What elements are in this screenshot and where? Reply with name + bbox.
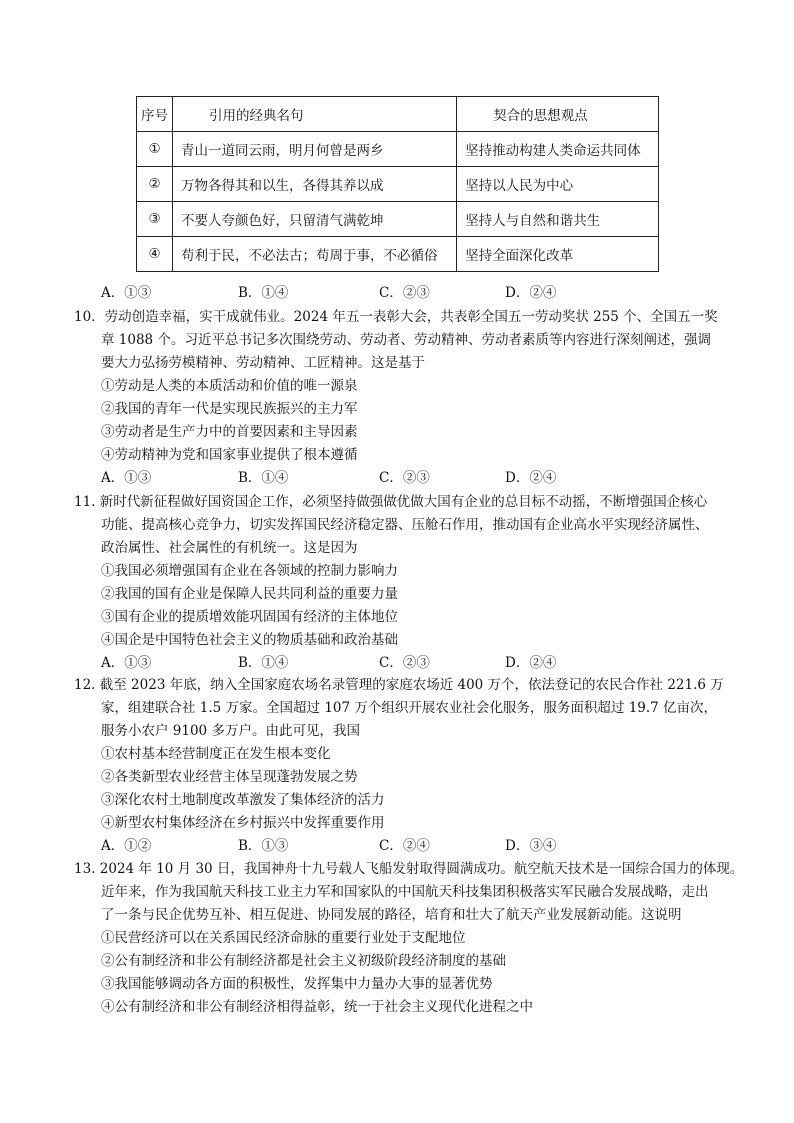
option-c[interactable]: C．②③ — [379, 285, 430, 301]
question-10-line: 要大力弘扬劳模精神、劳动精神、工匠精神。这是基于 — [101, 355, 425, 371]
statement: ①民营经济可以在关系国民经济命脉的重要行业处于支配地位 — [101, 930, 466, 946]
option-c[interactable]: C．②③ — [379, 470, 430, 486]
table-cell: 不要人夸颜色好，只留清气满乾坤 — [173, 202, 457, 237]
table-cell: 苟利于民，不必法古；苟周于事，不必循俗 — [173, 237, 457, 272]
statement: ④劳动精神为党和国家事业提供了根本遵循 — [101, 447, 358, 463]
statement: ④新型农村集体经济在乡村振兴中发挥重要作用 — [101, 815, 385, 831]
table-cell: ② — [137, 167, 173, 202]
statement: ②各类新型农业经营主体呈现蓬勃发展之势 — [101, 769, 358, 785]
statement: ③深化农村土地制度改革激发了集体经济的活力 — [101, 792, 385, 808]
question-13-line: 13. 2024 年 10 月 30 日，我国神舟十九号载人飞船发射取得圆满成功。航空航天技术是一国综合国力的体现。 — [74, 861, 744, 877]
table-cell: ③ — [137, 202, 173, 237]
option-d[interactable]: D．②④ — [505, 470, 557, 486]
option-d[interactable]: D．②④ — [505, 655, 557, 671]
question-12-line: 12. 截至 2023 年底，纳入全国家庭农场名录管理的家庭农场近 400 万个，依法登记的农民合作社 221.6 万 — [74, 677, 724, 693]
option-b[interactable]: B．①④ — [238, 470, 289, 486]
question-12-line: 家，组建联合社 1.5 万家。全国超过 107 万个组织开展农业社会化服务，服务面积超过 19.7 亿亩次， — [101, 700, 718, 716]
option-d[interactable]: D．②④ — [505, 285, 557, 301]
table-cell: 坚持人与自然和谐共生 — [457, 202, 659, 237]
statement: ①农村基本经营制度正在发生根本变化 — [101, 746, 331, 762]
table-header-row — [137, 97, 659, 132]
question-13-line: 近年来，作为我国航天科技工业主力军和国家队的中国航天科技集团积极落实军民融合发展战略，走出 — [101, 884, 709, 900]
option-b[interactable]: B．①③ — [238, 838, 289, 854]
statement: ②我国的青年一代是实现民族振兴的主力军 — [101, 401, 358, 417]
question-10-line: 10．劳动创造幸福，实干成就伟业。2024 年五一表彰大会，共表彰全国五一劳动奖状 255 个、全国五一奖 — [74, 309, 718, 325]
table-cell: 万物各得其和以生，各得其养以成 — [173, 167, 457, 202]
option-b[interactable]: B．①④ — [238, 655, 289, 671]
statement: ③劳动者是生产力中的首要因素和主导因素 — [101, 424, 358, 440]
table-header: 契合的思想观点 — [457, 97, 659, 132]
option-b[interactable]: B．①④ — [238, 285, 289, 301]
option-a[interactable]: A．①③ — [101, 285, 152, 301]
statement: ③国有企业的提质增效能巩固国有经济的主体地位 — [101, 609, 398, 625]
table-row — [137, 237, 659, 272]
question-11-line: 11. 新时代新征程做好国资国企工作，必须坚持做强做优做大国有企业的总目标不动摇，不断增强国企核心 — [74, 494, 708, 510]
option-a[interactable]: A．①③ — [101, 655, 152, 671]
option-c[interactable]: C．②④ — [379, 838, 430, 854]
question-11-line: 政治属性、社会属性的有机统一。这是因为 — [101, 540, 358, 556]
quotes-table — [136, 96, 659, 272]
question-10-line: 章 1088 个。习近平总书记多次围绕劳动、劳动者、劳动精神、劳动者素质等内容进行深刻阐述，强调 — [101, 332, 711, 348]
option-a[interactable]: A．①② — [101, 838, 152, 854]
table-cell: 坚持全面深化改革 — [457, 237, 659, 272]
option-d[interactable]: D．③④ — [505, 838, 557, 854]
statement: ②我国的国有企业是保障人民共同利益的重要力量 — [101, 586, 398, 602]
statement: ②公有制经济和非公有制经济都是社会主义初级阶段经济制度的基础 — [101, 953, 506, 969]
statement: ④国企是中国特色社会主义的物质基础和政治基础 — [101, 632, 398, 648]
question-11-line: 功能、提高核心竞争力，切实发挥国民经济稳定器、压舱石作用，推动国有企业高水平实现经济属性、 — [101, 517, 709, 533]
table-row — [137, 132, 659, 167]
table-cell: 坚持推动构建人类命运共同体 — [457, 132, 659, 167]
statement: ①劳动是人类的本质活动和价值的唯一源泉 — [101, 378, 358, 394]
table-cell: 青山一道同云雨，明月何曾是两乡 — [173, 132, 457, 167]
statement: ③我国能够调动各方面的积极性，发挥集中力量办大事的显著优势 — [101, 976, 493, 992]
table-cell: ① — [137, 132, 173, 167]
question-12-line: 服务小农户 9100 多万户。由此可见，我国 — [101, 723, 360, 739]
statement: ④公有制经济和非公有制经济相得益彰，统一于社会主义现代化进程之中 — [101, 999, 533, 1015]
table-row — [137, 167, 659, 202]
table-header: 序号 — [137, 97, 173, 132]
table-cell: ④ — [137, 237, 173, 272]
option-c[interactable]: C．②③ — [379, 655, 430, 671]
question-13-line: 了一条与民企优势互补、相互促进、协同发展的路径，培育和壮大了航天产业发展新动能。这说明 — [101, 907, 682, 923]
table-row — [137, 202, 659, 237]
statement: ①我国必须增强国有企业在各领域的控制力影响力 — [101, 563, 398, 579]
table-cell: 坚持以人民为中心 — [457, 167, 659, 202]
option-a[interactable]: A．①③ — [101, 470, 152, 486]
table-header: 引用的经典名句 — [173, 97, 457, 132]
